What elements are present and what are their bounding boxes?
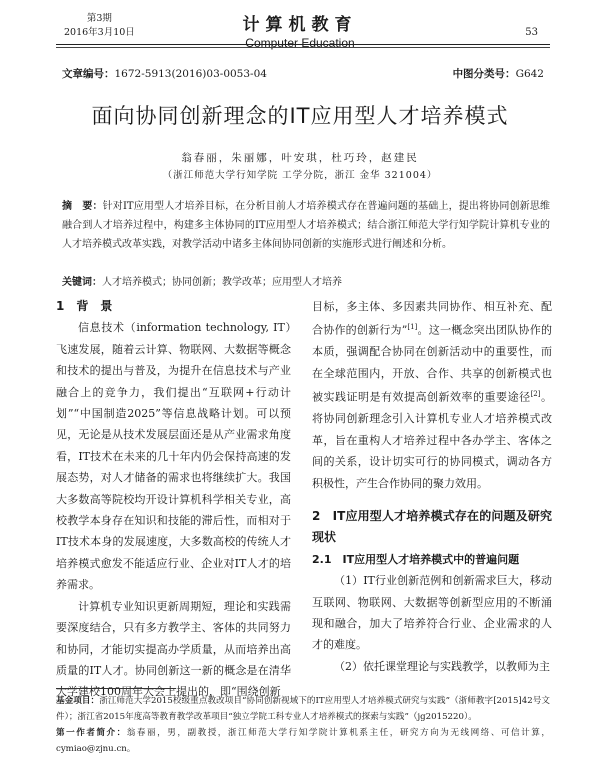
section-2-heading: 2 IT应用型人才培养模式存在的问题及研究现状	[312, 508, 552, 545]
publication-date: 2016年3月10日	[64, 27, 135, 38]
footnote-divider	[56, 688, 176, 689]
paragraph: （2）依托课堂理论与实践教学，以教师为主	[334, 659, 550, 673]
fund-note: 基金项目：浙江师范大学2015校级重点教改项目“协同创新视域下的IT应用型人才培养模式研究与实践”（浙师教字[2015]42号文件）；浙江省2015年度高等教育教学改革项目“独立学院工科专业人才培养模式的探索与实践”（jg2015220）。	[56, 696, 550, 722]
citation: [1]	[407, 323, 418, 332]
keywords-text: 人才培养模式；协同创新；教学改革；应用型人才培养	[102, 277, 342, 288]
paragraph: （1）IT行业创新范例和创新需求巨大，移动互联网、物联网、大数据等创新型应用的不断涌现和融合，加大了培养符合行业、企业需求的人才的难度。	[312, 574, 552, 652]
page-number: 53	[525, 27, 538, 38]
abstract-text: 针对IT应用型人才培养目标，在分析目前人才培养模式存在普遍问题的基础上，提出将协同创新思维融合到人才培养过程中，构建多主体协同的IT应用型人才培养模式；结合浙江师范大学行知学院计算机专业的人才培养模式改革实践，对教学活动中诸多主体间协同创新的实施形式进行阐述和分析。	[62, 201, 551, 250]
classification-number: 中图分类号：G642	[452, 68, 544, 80]
journal-title-en: Computer Education	[245, 36, 355, 50]
paragraph: 信息技术（information technology, IT）飞速发展，随着云计算、物联网、大数据等概念和技术的提出与普及，为提升在信息技术与产业融合上的竞争力，我们提出“互联网+行动计划”“中国制造2025”等信息战略计划。可以预见，无论是从技术发展层面还是从产业需求角度看，IT技术在未来的几十年内仍会保持高速的发展态势，对人才储备的需求也将继续扩大。我国大多数高等院校均开设计算机科学相关专业，高校教学本身存在知识和技能的滞后性，而相对于IT技术本身的发展速度，大多数高校的传统人才培养模式愈发不能适应行业、企业对IT人才的培养需求。	[56, 321, 291, 592]
paragraph: 目标，多主体、多因素共同协作、相互补充、配合协作的创新行为”[1]。这一概念突出团队协作的本质，强调配合协同在创新活动中的重要性，而在全球范围内，开放、合作、共享的创新模式也被实践证明是有效提高创新效率的重要途径[2]。将协同创新理念引入计算机专业人才培养模式改革，旨在重构人才培养过程中各办学主、客体之间的关系，设计切实可行的协同模式，调动各方积极性，产生合作协同的聚力效用。	[312, 300, 553, 490]
issue-number: 第3期	[86, 13, 112, 24]
header-divider-thin	[56, 47, 550, 48]
abstract	[62, 197, 550, 254]
section-1-heading: 1 背 景	[56, 299, 113, 313]
abstract-label: 摘 要：	[62, 201, 103, 212]
right-column	[312, 296, 552, 677]
citation: [2]	[530, 390, 541, 399]
footnotes	[56, 693, 550, 757]
author-list: 翁春丽，朱丽娜，叶安琪，杜巧玲，赵建民	[181, 152, 419, 164]
article-number: 文章编号：1672-5913(2016)03-0053-04	[62, 68, 267, 80]
paper-title: 面向协同创新理念的IT应用型人才培养模式	[91, 104, 509, 128]
keywords-label: 关键词：	[62, 277, 102, 288]
author-note: 第一作者简介：翁春丽，男，副教授，浙江师范大学行知学院计算机系主任，研究方向为无线网络、可信计算，cymiao@zjnu.cn。	[56, 728, 550, 754]
affiliation: （浙江师范大学行知学院 工学分院，浙江 金华 321004）	[162, 170, 438, 181]
section-2-1-heading: 2.1 IT应用型人才培养模式中的普遍问题	[312, 552, 520, 566]
left-column	[56, 296, 291, 703]
keywords	[62, 273, 550, 288]
header-divider	[56, 44, 550, 45]
paragraph: 计算机专业知识更新周期短，理论和实践需要深度结合，只有多方教学主、客体的共同努力和协同，才能切实提高办学质量，从而培养出高质量的IT人才。协同创新这一新的概念是在清华大学建校100周年大会上提出的，即“围绕创新	[56, 599, 291, 699]
journal-title-cn: 计算机教育	[242, 15, 358, 35]
